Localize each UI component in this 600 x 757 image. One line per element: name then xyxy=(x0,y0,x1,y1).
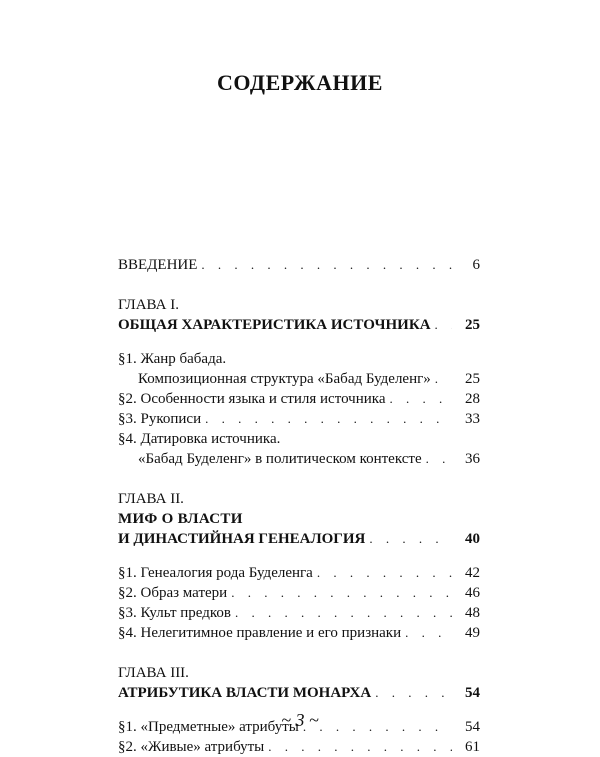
section-entry xyxy=(118,449,480,469)
toc-page-number: 28 xyxy=(465,391,480,407)
toc-page-number: 33 xyxy=(465,411,480,427)
dot-leader xyxy=(268,737,452,757)
dot-leader xyxy=(369,529,452,549)
toc-section[interactable] xyxy=(118,389,480,409)
toc-entry-intro[interactable] xyxy=(118,255,480,275)
dot-leader xyxy=(426,449,452,469)
chapter-1 xyxy=(118,295,480,469)
dot-leader xyxy=(390,389,453,409)
dot-leader xyxy=(201,255,452,275)
dot-leader xyxy=(231,583,452,603)
dot-leader xyxy=(235,603,452,623)
section-line: §2. Особенности языка и стиля источника xyxy=(118,391,386,407)
section-line: §3. Культ предков xyxy=(118,605,232,621)
toc-entry-label: ВВЕДЕНИЕ xyxy=(118,257,198,273)
toc-page-number: 61 xyxy=(465,739,480,755)
toc-section[interactable] xyxy=(118,603,480,623)
chapter-2 xyxy=(118,489,480,643)
toc-page-number: 54 xyxy=(465,685,480,701)
toc-section[interactable] xyxy=(118,623,480,643)
toc-section[interactable] xyxy=(118,583,480,603)
dot-leader xyxy=(435,315,452,335)
section-line: §1. Жанр бабада. xyxy=(118,351,227,367)
section-entry xyxy=(118,369,480,389)
chapter-title-entry[interactable] xyxy=(118,315,480,335)
section-line: §4. Датировка источника. xyxy=(118,431,281,447)
dot-leader xyxy=(435,369,452,389)
chapter-label: ГЛАВА II. xyxy=(118,491,184,507)
toc-page-number: 46 xyxy=(465,585,480,601)
section-line: Композиционная структура «Бабад Буделенг» xyxy=(138,371,431,387)
chapter-label: ГЛАВА III. xyxy=(118,665,189,681)
chapter-label: ГЛАВА I. xyxy=(118,297,179,313)
chapter-title: МИФ О ВЛАСТИ xyxy=(118,511,243,527)
toc-page-number: 54 xyxy=(465,719,480,735)
page-number-folio: ~ 3 ~ xyxy=(281,710,319,730)
toc-page-number: 49 xyxy=(465,625,480,641)
toc-section[interactable] xyxy=(118,563,480,583)
toc-page-number: 6 xyxy=(472,257,480,273)
dot-leader xyxy=(205,409,452,429)
toc-page-number: 25 xyxy=(465,317,480,333)
dot-leader xyxy=(405,623,452,643)
toc-page-number: 36 xyxy=(465,451,480,467)
dot-leader xyxy=(317,563,452,583)
section-line: §4. Нелегитимное правление и его признаки xyxy=(118,625,402,641)
toc-section[interactable] xyxy=(118,737,480,757)
chapter-title: ОБЩАЯ ХАРАКТЕРИСТИКА ИСТОЧНИКА xyxy=(118,317,431,333)
toc-section[interactable] xyxy=(118,409,480,429)
toc-page-number: 42 xyxy=(465,565,480,581)
chapter-title-entry[interactable] xyxy=(118,529,480,549)
section-line: §1. «Предметные» атрибуты xyxy=(118,719,299,735)
chapter-title: И ДИНАСТИЙНАЯ ГЕНЕАЛОГИЯ xyxy=(118,531,366,547)
chapter-title: АТРИБУТИКА ВЛАСТИ МОНАРХА xyxy=(118,685,372,701)
toc-page-number: 48 xyxy=(465,605,480,621)
section-line: §2. «Живые» атрибуты xyxy=(118,739,265,755)
chapter-title-entry[interactable] xyxy=(118,683,480,703)
section-line: §3. Рукописи xyxy=(118,411,202,427)
dot-leader xyxy=(375,683,452,703)
toc-section[interactable] xyxy=(118,429,480,469)
section-line: §1. Генеалогия рода Буделенга xyxy=(118,565,313,581)
section-line: §2. Образ матери xyxy=(118,585,228,601)
toc-section[interactable] xyxy=(118,349,480,389)
toc-page-number: 25 xyxy=(465,371,480,387)
page-title: СОДЕРЖАНИЕ xyxy=(217,70,383,95)
toc-page-number: 40 xyxy=(465,531,480,547)
section-line: «Бабад Буделенг» в политическом контексте xyxy=(138,451,422,467)
table-of-contents xyxy=(118,255,480,757)
